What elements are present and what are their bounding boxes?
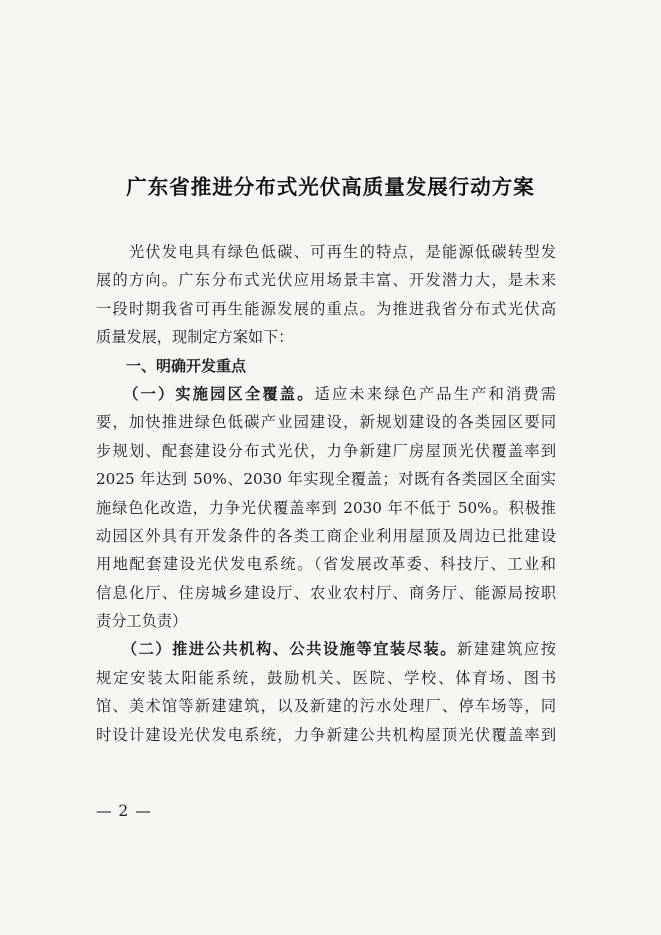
section-heading: 一、明确开发重点 xyxy=(96,356,247,375)
intro-line: 质量发展，现制定方案如下： xyxy=(96,328,294,347)
item1-line: 信息化厅、住房城乡建设厅、农业农村厅、商务厅、能源局按职 xyxy=(96,583,556,602)
item1-first-rest: 适应未来绿色产品生产和消费需 xyxy=(314,384,557,403)
item1-lead: （一）实施园区全覆盖。 xyxy=(96,384,315,403)
item1-line: 责分工负责） xyxy=(96,612,188,631)
item1-line: 要，加快推进绿色低碳产业园建设，新规划建设的各类园区要同 xyxy=(96,413,556,432)
intro-line: 一段时期我省可再生能源发展的重点。为推进我省分布式光伏高 xyxy=(96,299,556,318)
item1-line: 步规划、配套建设分布式光伏，力争新建厂房屋顶光伏覆盖率到 xyxy=(96,441,556,460)
page-number: — 2 — xyxy=(96,802,152,820)
item2-first-line xyxy=(96,635,556,663)
item2-line: 馆、美术馆等新建建筑，以及新建的污水处理厂、停车场等，同 xyxy=(96,697,556,716)
intro-line: 光伏发电具有绿色低碳、可再生的特点，是能源低碳转型发 xyxy=(96,243,556,261)
item1-line: 2025 年达到 50%、2030 年实现全覆盖；对既有各类园区全面实 xyxy=(96,470,556,489)
item2-line: 规定安装太阳能系统，鼓励机关、医院、学校、体育场、图书 xyxy=(96,668,556,687)
intro-line: 展的方向。广东分布式光伏应用场景丰富、开发潜力大，是未来 xyxy=(96,271,556,290)
item2-line: 时设计建设光伏发电系统，力争新建公共机构屋顶光伏覆盖率到 xyxy=(96,725,556,744)
document-body xyxy=(96,238,556,749)
item2-first-rest: 新建建筑应按 xyxy=(457,640,556,659)
item1-first-line xyxy=(96,380,556,408)
item1-line: 施绿色化改造，力争光伏覆盖率到 2030 年不低于 50%。积极推 xyxy=(96,498,556,517)
document-title: 广东省推进分布式光伏高质量发展行动方案 xyxy=(126,175,535,199)
item1-line: 动园区外具有开发条件的各类工商企业利用屋顶及周边已批建设 xyxy=(96,526,556,545)
item2-lead: （二）推进公共机构、公共设施等宜装尽装。 xyxy=(96,640,458,659)
item1-line: 用地配套建设光伏发电系统。（省发展改革委、科技厅、工业和 xyxy=(96,555,556,574)
